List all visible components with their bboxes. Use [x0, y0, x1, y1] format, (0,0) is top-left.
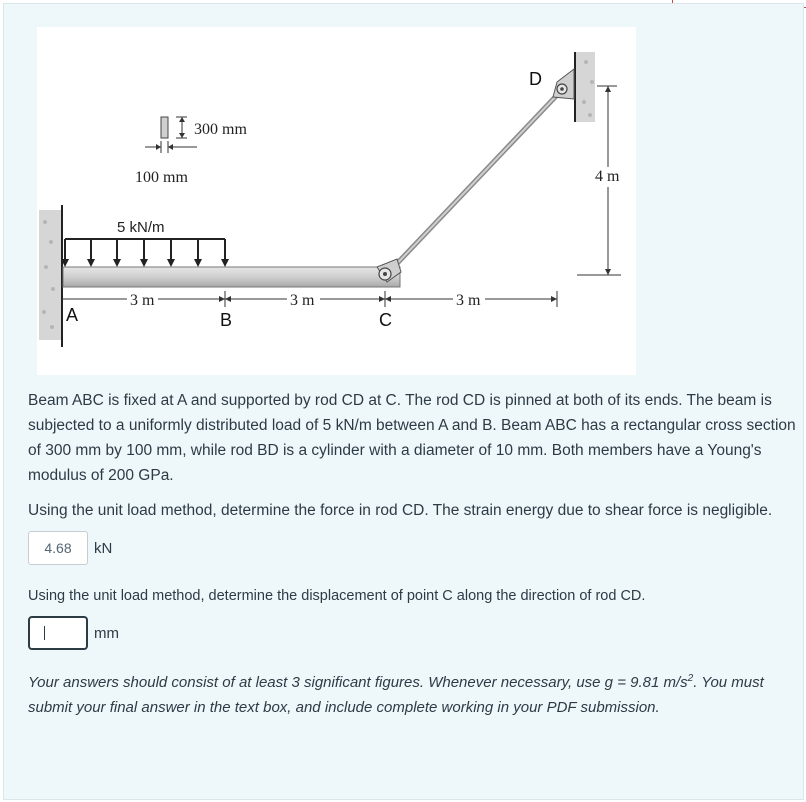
instructions-note-part1: Your answers should consist of at least 3 significant figures. Whenever necessary, use g = 9.81 m/s	[28, 674, 688, 691]
label-C: C	[379, 310, 392, 330]
instructions-note-sup: 2	[687, 673, 694, 684]
label-B: B	[220, 310, 233, 330]
instructions-note	[28, 666, 798, 720]
question-panel	[3, 3, 804, 800]
distributed-load	[61, 239, 229, 267]
wall-D	[553, 52, 595, 122]
label-D: D	[529, 69, 542, 89]
label-A: A	[66, 305, 79, 325]
height-label: 4 m	[595, 168, 620, 185]
answer-displacement-row	[28, 616, 119, 650]
span-label-AB: 3 m	[130, 292, 155, 309]
cross-section-detail	[145, 117, 197, 153]
answer-force-input[interactable]: 4.68	[28, 531, 88, 565]
text-caret	[44, 626, 45, 640]
beam-ABC	[63, 267, 400, 287]
load-label: 5 kN/m	[117, 219, 165, 236]
beam-diagram	[37, 27, 636, 375]
beam-figure	[37, 27, 636, 375]
question-displacement: Using the unit load method, determine the displacement of point C along the direction of rod CD.	[28, 588, 646, 604]
question-force: Using the unit load method, determine the force in rod CD. The strain energy due to shear force is negligible.	[28, 502, 773, 519]
answer-force-row	[28, 531, 112, 565]
answer-displacement-input[interactable]	[28, 616, 88, 650]
answer-displacement-unit: mm	[94, 624, 119, 642]
cross-section-width-label: 100 mm	[135, 169, 188, 186]
instructions-note-part2: . You must submit your final answer in the text box, and include complete working in your PDF submission.	[28, 674, 764, 716]
rod-CD	[388, 93, 559, 273]
problem-statement: Beam ABC is fixed at A and supported by rod CD at C. The rod CD is pinned at both of its ends. The beam is subjected to a uniformly distributed load of 5 kN/m between A and B. Beam ABC has a rectangular cross section of 300 mm by 100 mm, while rod BD is a cylinder with a diameter of 10 mm. Both members have a Young's modulus of 200 GPa.	[28, 392, 796, 484]
answer-force-unit: kN	[94, 539, 113, 557]
cross-section-height-label: 300 mm	[194, 121, 247, 138]
wall-A	[39, 205, 62, 347]
span-label-CD: 3 m	[456, 292, 481, 309]
span-label-BC: 3 m	[290, 292, 315, 309]
